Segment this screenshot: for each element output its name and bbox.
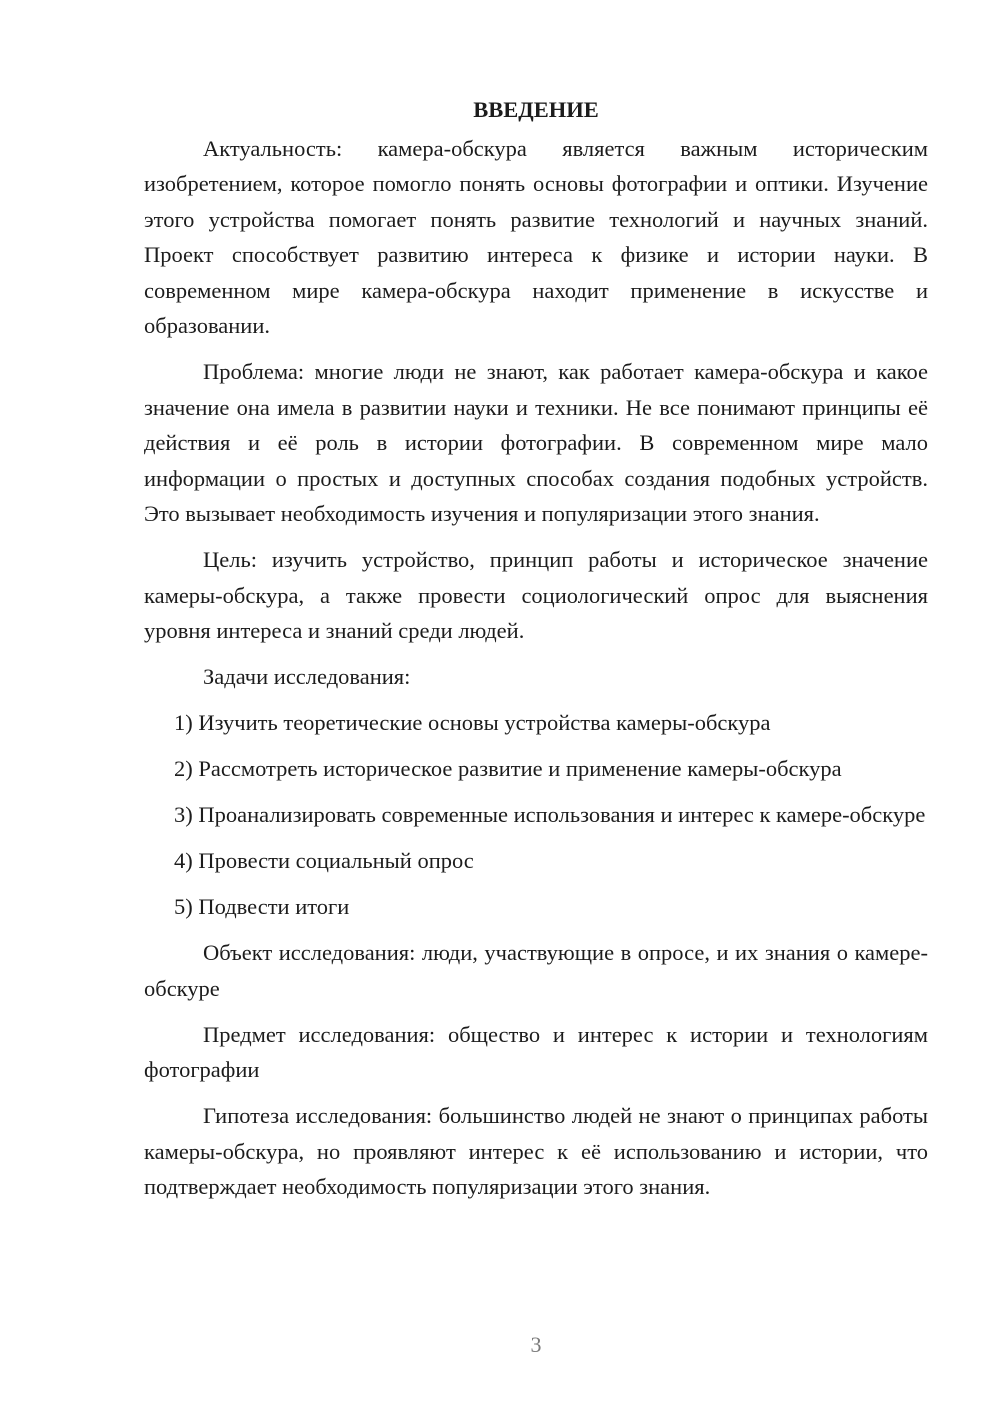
paragraph-hypothesis: Гипотеза исследования: большинство людей не знают о принципах работы камеры-обскура, но проявляют интерес к её использованию и истории, что подтверждает необходимость популяризации этого знания. (144, 1103, 928, 1199)
task-item-2: 2) Рассмотреть историческое развитие и применение камеры-обскура (174, 756, 842, 781)
page-body (144, 92, 928, 1215)
page-number: 3 (530, 1332, 542, 1357)
task-item-3: 3) Проанализировать современные использования и интерес к камере-обскуре (174, 802, 926, 827)
paragraph-tasks-heading: Задачи исследования: (203, 664, 411, 689)
task-item-1: 1) Изучить теоретические основы устройства камеры-обскура (174, 710, 771, 735)
paragraph-subject: Предмет исследования: общество и интерес к истории и технологиям фотографии (144, 1021, 928, 1082)
paragraph-object: Объект исследования: люди, участвующие в опросе, и их знания о камере-обскуре (144, 940, 928, 1001)
paragraph-relevance: Актуальность: камера-обскура является важным историческим изобретением, которое помогло понять основы фотографии и оптики. Изучение этого устройства помогает понять развитие технологий и научных знаний. Проект способствует развитию интереса к физике и истории науки. В современном мире камера-обскура находит применение в искусстве и образовании. (144, 135, 928, 338)
task-list (144, 705, 928, 925)
task-item-5: 5) Подвести итоги (174, 894, 350, 919)
paragraph-problem: Проблема: многие люди не знают, как работает камера-обскура и какое значение она имела в развитии науки и техники. Не все понимают принципы её действия и её роль в истории фотографии. В современном мире мало информации о простых и доступных способах создания подобных устройств. Это вызывает необходимость изучения и популяризации этого знания. (144, 359, 928, 526)
task-item-4: 4) Провести социальный опрос (174, 848, 474, 873)
paragraph-goal: Цель: изучить устройство, принцип работы и историческое значение камеры-обскура, а также провести социологический опрос для выяснения уровня интереса и знаний среди людей. (144, 547, 928, 643)
section-heading: ВВЕДЕНИЕ (473, 97, 599, 122)
